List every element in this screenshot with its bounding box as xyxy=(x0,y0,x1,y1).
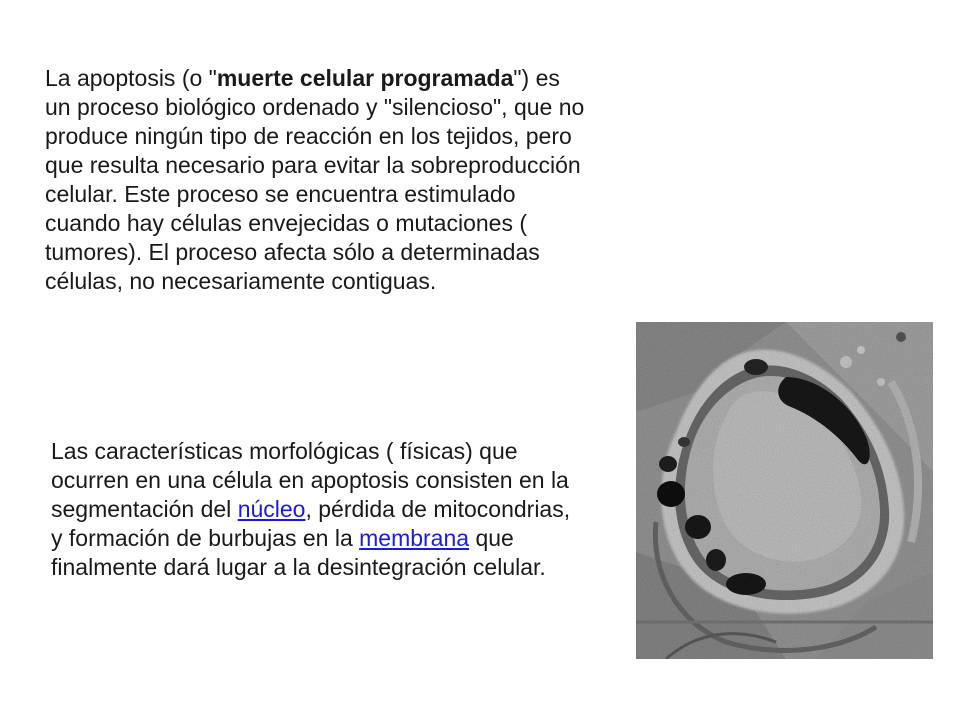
morphology-text-1: Las características morfológicas ( físicas) que ocurren en una célula en apoptosis consisten en la segmentación del xyxy=(51,438,569,522)
membrane-link[interactable]: membrana xyxy=(359,525,470,551)
intro-paragraph xyxy=(45,64,585,296)
morphology-text-2: , pérdida de mitocondrias, y formación de burbujas en la xyxy=(51,496,571,551)
nucleus-link[interactable]: núcleo xyxy=(237,496,306,522)
intro-bold-term: muerte celular programada xyxy=(216,65,514,91)
morphology-paragraph xyxy=(51,437,571,582)
morphology-text-3: que finalmente dará lugar a la desintegración celular. xyxy=(51,525,546,580)
intro-text-end: ") es un proceso biológico ordenado y "silencioso", que no produce ningún tipo de reacción en los tejidos, pero que resulta necesario para evitar la sobreproducción celular. Este proceso se encuentra estimulado cuando hay células envejecidas o mutaciones ( tumores). El proceso afecta sólo a determinadas células, no necesariamente contiguas. xyxy=(45,65,585,294)
intro-text-start: La apoptosis (o " xyxy=(45,65,217,91)
apoptotic-cell-micrograph xyxy=(636,322,933,659)
